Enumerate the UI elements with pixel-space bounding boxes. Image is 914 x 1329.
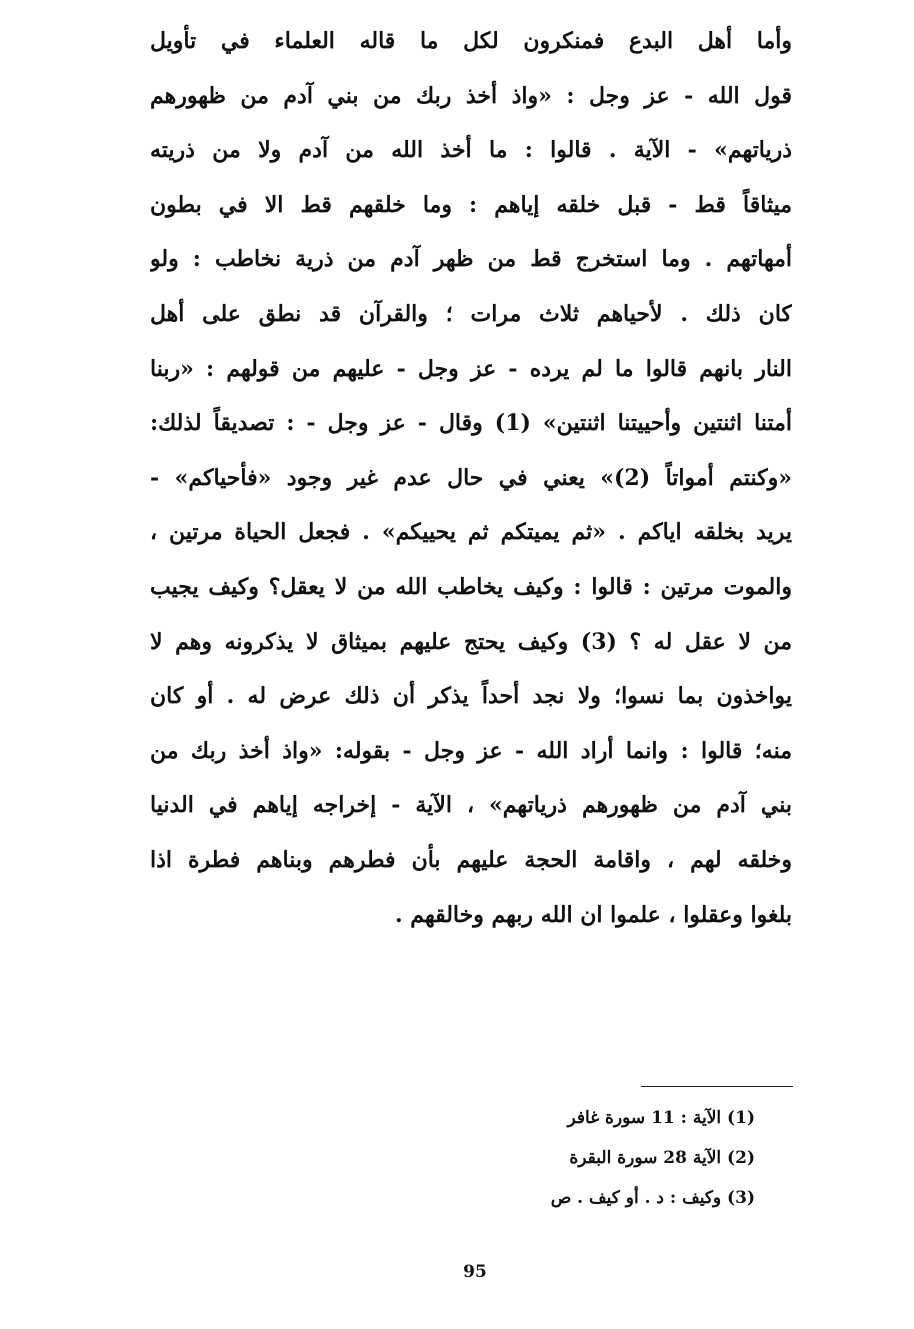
text-line: بني آدم من ظهورهم ذرياتهم» ، الآية - إخراجه إياهم في الدنيا [150, 792, 792, 819]
text-line: يواخذون بما نسوا؛ ولا نجد أحداً يذكر أن ذلك عرض له . أو كان [150, 683, 792, 710]
page-number: 95 [463, 1262, 487, 1282]
footnote-divider [641, 1086, 793, 1087]
text-line: بلغوا وعقلوا ، علموا ان الله ربهم وخالقهم . [394, 901, 792, 928]
text-line: منه؛ قالوا : وانما أراد الله - عز وجل - بقوله: «واذ أخذ ربك من [150, 737, 792, 764]
text-line: ذرياتهم» - الآية . قالوا : ما أخذ الله من آدم ولا من ذريته [150, 137, 792, 164]
text-line: أمتنا اثنتين وأحييتنا اثنتين» (1) وقال - عز وجل - : تصديقاً لذلك: [150, 410, 792, 437]
text-line: «وكنتم أمواتاً (2)» يعني في حال عدم غير وجود «فأحياكم» - [150, 464, 792, 491]
footnote-item: (3) وكيف : د . أو كيف . ص [550, 1188, 755, 1208]
text-line: قول الله - عز وجل : «واذ أخذ ربك من بني آدم من ظهورهم [150, 82, 792, 109]
footnote-item: (1) الآية : 11 سورة غافر [567, 1108, 755, 1128]
main-text-block [150, 14, 792, 942]
text-line: وأما أهل البدع فمنكرون لكل ما قاله العلماء في تأويل [150, 28, 792, 54]
text-line: كان ذلك . لأحياهم ثلاث مرات ؛ والقرآن قد نطق على أهل [150, 300, 792, 327]
footnotes-block [420, 1098, 755, 1218]
footnote-item: (2) الآية 28 سورة البقرة [569, 1148, 755, 1168]
text-line: النار بانهم قالوا ما لم يرده - عز وجل - عليهم من قولهم : «ربنا [150, 355, 792, 382]
text-line: وخلقه لهم ، واقامة الحجة عليهم بأن فطرهم وبناهم فطرة اذا [150, 846, 792, 873]
text-line: ميثاقاً قط - قبل خلقه إياهم : وما خلقهم قط الا في بطون [150, 191, 792, 218]
text-line: يريد بخلقه اياكم . «ثم يميتكم ثم يحييكم» . فجعل الحياة مرتين ، [150, 519, 792, 546]
text-line: والموت مرتين : قالوا : وكيف يخاطب الله من لا يعقل؟ وكيف يجيب [150, 573, 792, 600]
text-line: من لا عقل له ؟ (3) وكيف يحتج عليهم بميثاق لا يذكرونه وهم لا [150, 628, 792, 655]
text-line: أمهاتهم . وما استخرج قط من ظهر آدم من ذرية نخاطب : ولو [150, 246, 792, 273]
